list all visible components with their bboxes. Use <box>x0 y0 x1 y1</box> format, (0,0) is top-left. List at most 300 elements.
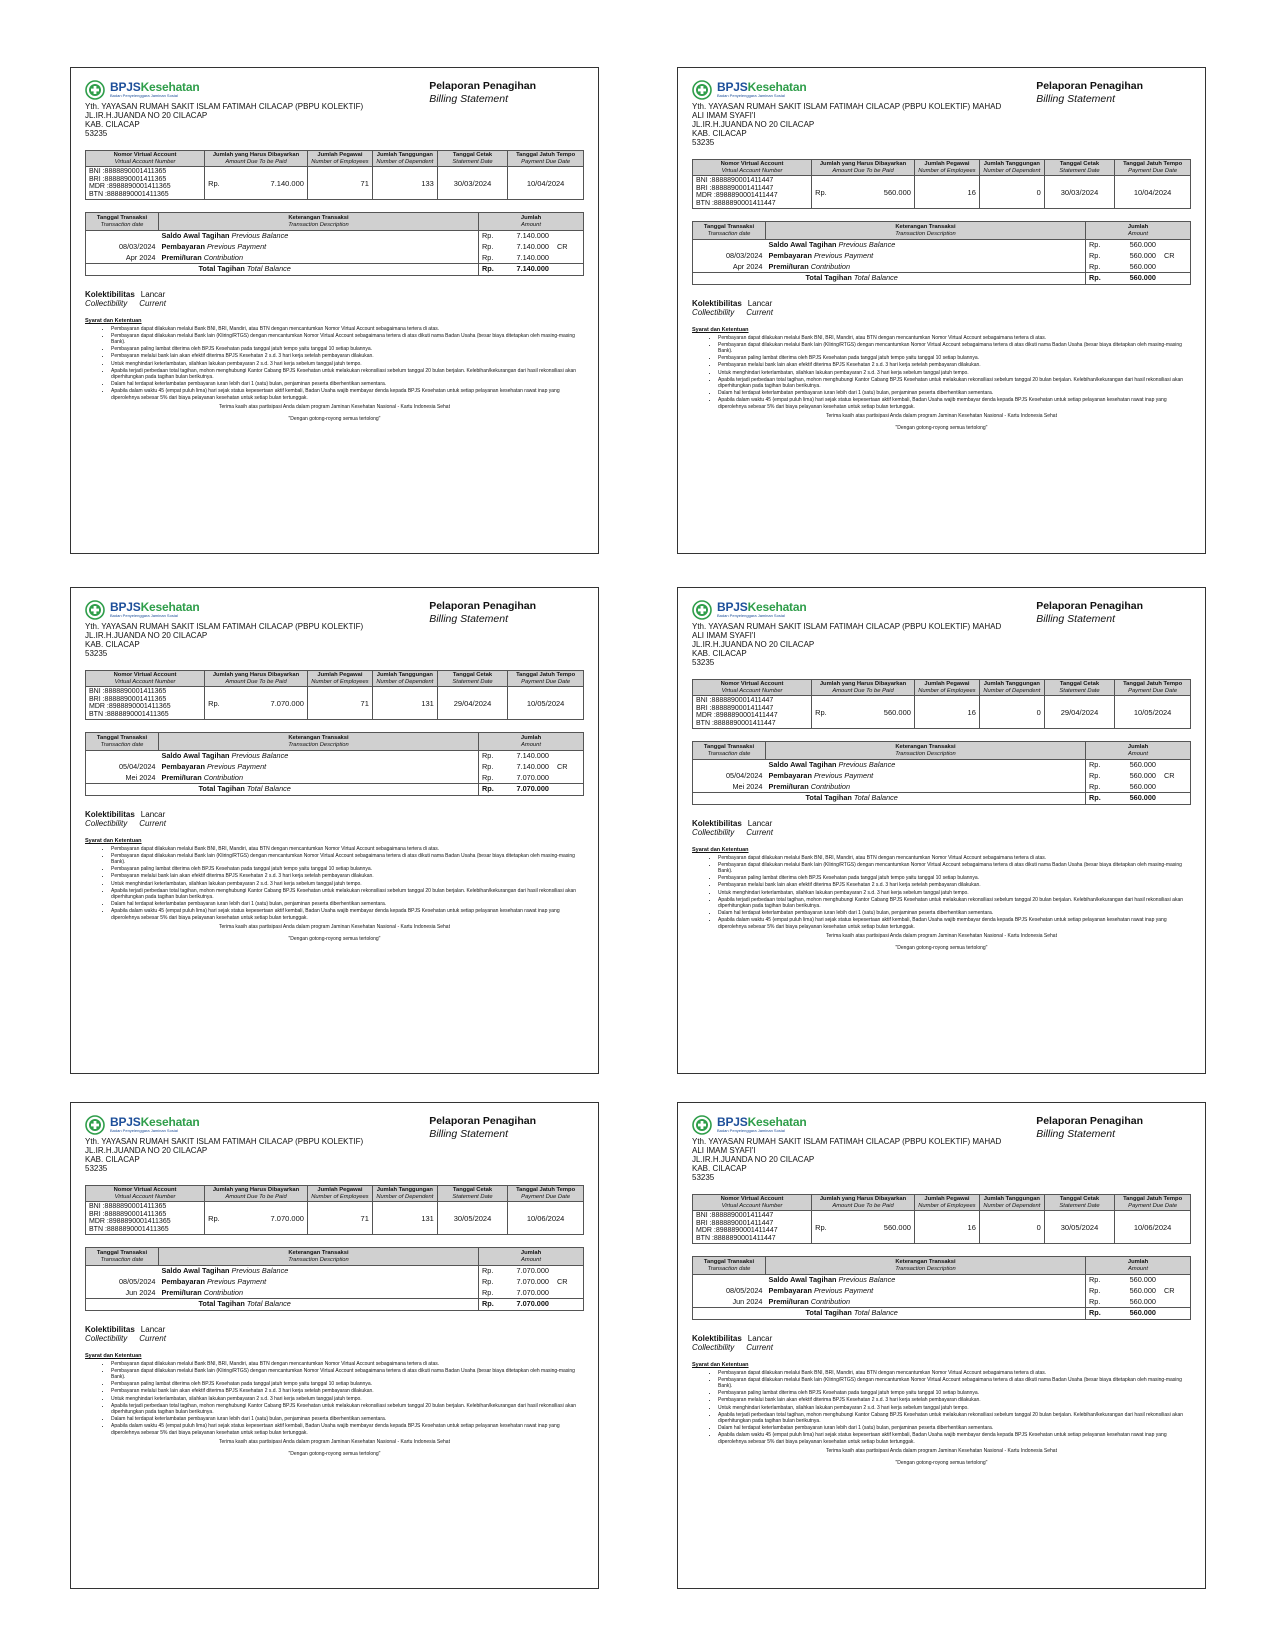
term-item: • Pembayaran paling lambat diterima oleh BPJS Kesehatan pada tanggal jatuh tempo yaitu tanggal 10 setiap bulannya. <box>718 1390 1191 1396</box>
collectibility: Kolektibilitas Lancar Collectibility Current <box>692 299 773 317</box>
term-item: • Untuk menghindari keterlambatan, silahkan lakukan pembayaran 2 s.d. 3 hari kerja sebelum tanggal jatuh tempo. <box>111 1396 584 1402</box>
transaction-table <box>85 732 584 796</box>
billing-statement-3 <box>70 587 599 1074</box>
row-total-balance: Total Tagihan Total Balance Rp. 560.000 <box>693 793 1191 805</box>
addres-line: 53235 <box>85 129 108 138</box>
collectibility: Kolektibilitas Lancar Collectibility Current <box>85 290 166 308</box>
bpjs-emblem-icon <box>85 80 105 100</box>
term-item: • Pembayaran paling lambat diterima oleh BPJS Kesehatan pada tanggal jatuh tempo yaitu tanggal 10 setiap bulannya. <box>111 866 584 872</box>
account-summary-table <box>692 679 1191 729</box>
term-item: • Apabila dalam waktu 45 (empat puluh lima) hari sejak status kepesertaan aktif kembali, Badan Usaha wajib membayar denda kepada BPJS Kesehatan untuk setiap pelayanan kesehatan rawat inap yang diperolehnya sebesar 5% dari biaya pelayanan kesehatan untuk setiap bulan tertunggak. <box>718 397 1191 409</box>
va-line: MDR :8988890001411365 <box>89 1218 171 1225</box>
due-date: 10/06/2024 <box>508 1202 584 1235</box>
col-employees: Jumlah Pegawai Number of Employees <box>914 1195 979 1211</box>
brand-name-bpjs: BPJS <box>110 80 141 95</box>
col-trx-desc: Keterangan Transaksi Transaction Description <box>159 1248 479 1266</box>
dependent-count: 0 <box>979 696 1044 729</box>
col-statement-date: Tanggal Cetak Statement Date <box>437 671 507 687</box>
statement-date: 30/05/2024 <box>437 1202 507 1235</box>
col-due-date: Tanggal Jatuh Tempo Payment Due Date <box>1115 160 1191 176</box>
account-summary-table <box>692 1194 1191 1244</box>
bpjs-logo <box>85 80 199 100</box>
col-trx-date: Tanggal Transaksi Transaction date <box>693 222 766 240</box>
term-item: • Pembayaran paling lambat diterima oleh BPJS Kesehatan pada tanggal jatuh tempo yaitu tanggal 10 setiap bulannya. <box>111 1381 584 1387</box>
row-contribution: Apr 2024 Premi/Iuran Contribution Rp. 560.000 <box>693 262 1191 273</box>
term-item: • Pembayaran melalui bank lain akan efektif diterima BPJS Kesehatan 2 s.d. 3 hari kerja setelah pembayaran dilakukan. <box>111 353 584 359</box>
term-item: • Pembayaran dapat dilakukan melalui Bank lain (Kliring/RTGS) dengan mencantumkan Nomor Virtual Account sebagaimana tertera di atas dikuti nama Badan Usaha (besar biaya ditetapkan oleh masing-masing Bank). <box>111 1368 584 1380</box>
col-trx-desc: Keterangan Transaksi Transaction Description <box>766 742 1086 760</box>
va-line: MDR :8988890001411365 <box>89 703 171 710</box>
collectibility: Kolektibilitas Lancar Collectibility Current <box>692 1334 773 1352</box>
address-lines <box>85 1146 584 1173</box>
row-previous-payment: 08/05/2024 Pembayaran Previous Payment Rp. 7.070.000 CR <box>86 1277 584 1288</box>
virtual-account-numbers <box>86 1202 205 1235</box>
terms-and-conditions <box>85 838 584 942</box>
row-contribution: Mei 2024 Premi/Iuran Contribution Rp. 7.070.000 <box>86 773 584 784</box>
term-item: • Pembayaran dapat dilakukan melalui Bank BNI, BRI, Mandiri, atau BTN dengan mencantumkan Nomor Virtual Account sebagaimana tertera di atas. <box>718 1370 1191 1376</box>
row-total-balance: Total Tagihan Total Balance Rp. 7.140.000 <box>86 264 584 276</box>
billing-statement-2 <box>677 67 1206 554</box>
col-dependents: Jumlah Tanggungan Number of Dependent <box>372 671 437 687</box>
addres-line: JL.IR.H.JUANDA NO 20 CILACAP <box>692 120 815 129</box>
va-line: BRI :8888890001411447 <box>696 184 774 192</box>
col-dependents: Jumlah Tanggungan Number of Dependent <box>372 151 437 167</box>
term-item: • Untuk menghindari keterlambatan, silahkan lakukan pembayaran 2 s.d. 3 hari kerja sebelum tanggal jatuh tempo. <box>111 881 584 887</box>
va-line: MDR :8988890001411447 <box>696 192 778 199</box>
col-due-date: Tanggal Jatuh Tempo Payment Due Date <box>508 1186 584 1202</box>
transaction-table <box>85 212 584 276</box>
collectibility: Kolektibilitas Lancar Collectibility Current <box>85 1325 166 1343</box>
brand-name-kesehatan: Kesehatan <box>747 80 807 95</box>
thanks-note: Terima kasih atas partisipasi Anda dalam program Jaminan Kesehatan Nasional - Kartu Indonesia Sehat <box>219 1438 450 1445</box>
title-main: Pelaporan Penagihan <box>1036 600 1143 612</box>
row-previous-balance: Saldo Awal Tagihan Previous Balance Rp. 7.140.000 <box>86 231 584 242</box>
addres-line: KAB. CILACAP <box>692 649 747 658</box>
brand-name-kesehatan: Kesehatan <box>140 1115 200 1130</box>
col-amount-due: Jumlah yang Harus Dibayarkan Amount Due To be Paid <box>812 1195 915 1211</box>
recipient-address <box>85 1137 584 1173</box>
term-item: • Pembayaran dapat dilakukan melalui Bank BNI, BRI, Mandiri, atau BTN dengan mencantumkan Nomor Virtual Account sebagaimana tertera di atas. <box>718 855 1191 861</box>
terms-heading: Syarat dan Ketentuan <box>85 838 142 844</box>
terms-list <box>85 1361 584 1436</box>
address-lines <box>692 640 1191 667</box>
due-date: 10/06/2024 <box>1115 1211 1191 1244</box>
va-line: BTN :8888890001411447 <box>696 1234 776 1242</box>
col-due-date: Tanggal Jatuh Tempo Payment Due Date <box>508 151 584 167</box>
virtual-account-numbers <box>86 687 205 720</box>
row-contribution: Mei 2024 Premi/Iuran Contribution Rp. 560.000 <box>693 782 1191 793</box>
row-previous-balance: Saldo Awal Tagihan Previous Balance Rp. 560.000 <box>693 760 1191 771</box>
recipient-line: Yth. YAYASAN RUMAH SAKIT ISLAM FATIMAH CILACAP (PBPU KOLEKTIF) MAHAD <box>692 102 1002 111</box>
term-item: • Dalam hal terdapat keterlambatan pembayaran iuran lebih dari 1 (satu) bulan, penjaminan peserta diberhentikan sementara. <box>718 390 1191 396</box>
statement-date: 30/03/2024 <box>437 167 507 200</box>
title-sub: Billing Statement <box>1036 612 1116 625</box>
col-employees: Jumlah Pegawai Number of Employees <box>307 151 372 167</box>
term-item: • Pembayaran dapat dilakukan melalui Bank BNI, BRI, Mandiri, atau BTN dengan mencantumkan Nomor Virtual Account sebagaimana tertera di atas. <box>111 1361 584 1367</box>
statement-header <box>85 598 584 625</box>
col-trx-date: Tanggal Transaksi Transaction date <box>693 1257 766 1275</box>
col-trx-date: Tanggal Transaksi Transaction date <box>86 213 159 231</box>
account-summary-table <box>85 670 584 720</box>
va-line: BNI :8888890001411447 <box>696 1212 774 1219</box>
bpjs-logo <box>692 1115 806 1135</box>
due-date: 10/04/2024 <box>1115 176 1191 209</box>
row-total-balance: Total Tagihan Total Balance Rp. 560.000 <box>693 273 1191 285</box>
amount-due: Rp. 7.140.000 <box>205 167 308 200</box>
terms-list <box>692 335 1191 410</box>
billing-statement-4 <box>677 587 1206 1074</box>
title-sub: Billing Statement <box>1036 1127 1116 1140</box>
motto: "Dengan gotong-royong semua tertolong" <box>288 1450 381 1457</box>
motto: "Dengan gotong-royong semua tertolong" <box>895 424 988 431</box>
motto: "Dengan gotong-royong semua tertolong" <box>895 1459 988 1466</box>
term-item: • Pembayaran paling lambat diterima oleh BPJS Kesehatan pada tanggal jatuh tempo yaitu tanggal 10 setiap bulannya. <box>718 355 1191 361</box>
term-item: • Pembayaran dapat dilakukan melalui Bank lain (Kliring/RTGS) dengan mencantumkan Nomor Virtual Account sebagaimana tertera di atas dikuti nama Badan Usaha (besar biaya ditetapkan oleh masing-masing Bank). <box>718 1377 1191 1389</box>
billing-statement-1 <box>70 67 599 554</box>
thanks-note: Terima kasih atas partisipasi Anda dalam program Jaminan Kesehatan Nasional - Kartu Indonesia Sehat <box>219 923 450 930</box>
row-previous-balance: Saldo Awal Tagihan Previous Balance Rp. 7.140.000 <box>86 751 584 762</box>
addres-line: KAB. CILACAP <box>85 1155 140 1164</box>
term-item: • Pembayaran melalui bank lain akan efektif diterima BPJS Kesehatan 2 s.d. 3 hari kerja setelah pembayaran dilakukan. <box>111 1388 584 1394</box>
term-item: • Dalam hal terdapat keterlambatan pembayaran iuran lebih dari 1 (satu) bulan, penjaminan peserta diberhentikan sementara. <box>111 381 584 387</box>
brand-subtitle: Badan Penyelenggara Jaminan Sosial <box>110 613 178 619</box>
brand-subtitle: Badan Penyelenggara Jaminan Sosial <box>110 1128 178 1134</box>
brand-subtitle: Badan Penyelenggara Jaminan Sosial <box>110 93 178 99</box>
brand-name-kesehatan: Kesehatan <box>747 1115 807 1130</box>
billing-statement-6 <box>677 1102 1206 1589</box>
recipient-line: Yth. YAYASAN RUMAH SAKIT ISLAM FATIMAH CILACAP (PBPU KOLEKTIF) <box>85 1137 364 1146</box>
brand-name-kesehatan: Kesehatan <box>140 600 200 615</box>
brand-name-bpjs: BPJS <box>110 600 141 615</box>
col-trx-date: Tanggal Transaksi Transaction date <box>86 1248 159 1266</box>
collectibility: Kolektibilitas Lancar Collectibility Current <box>85 810 166 828</box>
col-va: Nomor Virtual Account Virtual Account Number <box>86 1186 205 1202</box>
brand-name-kesehatan: Kesehatan <box>747 600 807 615</box>
title-sub: Billing Statement <box>1036 92 1116 105</box>
va-line: BTN :8888890001411447 <box>696 199 776 207</box>
statement-title <box>429 600 536 625</box>
term-item: • Apabila dalam waktu 45 (empat puluh lima) hari sejak status kepesertaan aktif kembali, Badan Usaha wajib membayar denda kepada BPJS Kesehatan untuk setiap pelayanan kesehatan rawat inap yang diperolehnya sebesar 5% dari biaya pelayanan kesehatan untuk setiap bulan tertunggak. <box>718 1432 1191 1444</box>
va-line: BNI :8888890001411365 <box>89 168 167 175</box>
row-contribution: Apr 2024 Premi/Iuran Contribution Rp. 7.140.000 <box>86 253 584 264</box>
va-line: BTN :8888890001411365 <box>89 1225 169 1233</box>
term-item: • Dalam hal terdapat keterlambatan pembayaran iuran lebih dari 1 (satu) bulan, penjaminan peserta diberhentikan sementara. <box>111 901 584 907</box>
term-item: • Apabila terjadi perbedaan total tagihan, mohon menghubungi Kantor Cabang BPJS Kesehatan untuk melakukan rekonsiliasi sebelum tanggal 20 bulan berjalan. Kelebihan/kekurangan dari hasil rekonsiliasi akan diperhitungkan pada tagihan bulan berikutnya. <box>111 1403 584 1415</box>
collectibility: Kolektibilitas Lancar Collectibility Current <box>692 819 773 837</box>
statement-date: 30/05/2024 <box>1044 1211 1114 1244</box>
row-previous-payment: 08/03/2024 Pembayaran Previous Payment Rp. 7.140.000 CR <box>86 242 584 253</box>
dependent-count: 131 <box>372 1202 437 1235</box>
col-statement-date: Tanggal Cetak Statement Date <box>437 151 507 167</box>
title-sub: Billing Statement <box>429 1127 509 1140</box>
col-trx-date: Tanggal Transaksi Transaction date <box>693 742 766 760</box>
row-contribution: Jun 2024 Premi/Iuran Contribution Rp. 7.070.000 <box>86 1288 584 1299</box>
va-line: BRI :8888890001411447 <box>696 704 774 712</box>
recipient-address <box>692 102 1191 147</box>
term-item: • Pembayaran paling lambat diterima oleh BPJS Kesehatan pada tanggal jatuh tempo yaitu tanggal 10 setiap bulannya. <box>718 875 1191 881</box>
col-trx-desc: Keterangan Transaksi Transaction Description <box>766 1257 1086 1275</box>
terms-heading: Syarat dan Ketentuan <box>692 847 749 853</box>
employee-count: 71 <box>307 1202 372 1235</box>
addres-line: JL.IR.H.JUANDA NO 20 CILACAP <box>85 111 208 120</box>
term-item: • Apabila terjadi perbedaan total tagihan, mohon menghubungi Kantor Cabang BPJS Kesehatan untuk melakukan rekonsiliasi sebelum tanggal 20 bulan berjalan. Kelebihan/kekurangan dari hasil rekonsiliasi akan diperhitungkan pada tagihan bulan berikutnya. <box>718 377 1191 389</box>
recipient-line: ALI IMAM SYAFI'I <box>692 111 756 120</box>
terms-and-conditions <box>85 1353 584 1457</box>
term-item: • Apabila dalam waktu 45 (empat puluh lima) hari sejak status kepesertaan aktif kembali, Badan Usaha wajib membayar denda kepada BPJS Kesehatan untuk setiap pelayanan kesehatan rawat inap yang diperolehnya sebesar 5% dari biaya pelayanan kesehatan untuk setiap bulan tertunggak. <box>718 917 1191 929</box>
va-line: BNI :8888890001411447 <box>696 177 774 184</box>
employee-count: 71 <box>307 687 372 720</box>
terms-heading: Syarat dan Ketentuan <box>692 327 749 333</box>
addres-line: JL.IR.H.JUANDA NO 20 CILACAP <box>692 640 815 649</box>
term-item: • Untuk menghindari keterlambatan, silahkan lakukan pembayaran 2 s.d. 3 hari kerja sebelum tanggal jatuh tempo. <box>718 890 1191 896</box>
term-item: • Pembayaran dapat dilakukan melalui Bank lain (Kliring/RTGS) dengan mencantumkan Nomor Virtual Account sebagaimana tertera di atas dikuti nama Badan Usaha (besar biaya ditetapkan oleh masing-masing Bank). <box>718 342 1191 354</box>
thanks-note: Terima kasih atas partisipasi Anda dalam program Jaminan Kesehatan Nasional - Kartu Indonesia Sehat <box>826 1447 1057 1454</box>
va-line: BNI :8888890001411365 <box>89 688 167 695</box>
va-line: BRI :8888890001411365 <box>89 695 167 703</box>
bpjs-emblem-icon <box>85 600 105 620</box>
terms-heading: Syarat dan Ketentuan <box>85 1353 142 1359</box>
va-line: BRI :8888890001411365 <box>89 175 167 183</box>
col-dependents: Jumlah Tanggungan Number of Dependent <box>979 680 1044 696</box>
statement-header <box>692 598 1191 625</box>
col-dependents: Jumlah Tanggungan Number of Dependent <box>372 1186 437 1202</box>
recipient-line: ALI IMAM SYAFI'I <box>692 1146 756 1155</box>
term-item: • Pembayaran dapat dilakukan melalui Bank lain (Kliring/RTGS) dengan mencantumkan Nomor Virtual Account sebagaimana tertera di atas dikuti nama Badan Usaha (besar biaya ditetapkan oleh masing-masing Bank). <box>111 333 584 345</box>
row-previous-payment: 05/04/2024 Pembayaran Previous Payment Rp. 7.140.000 CR <box>86 762 584 773</box>
terms-list <box>692 855 1191 930</box>
col-employees: Jumlah Pegawai Number of Employees <box>307 671 372 687</box>
col-amount-due: Jumlah yang Harus Dibayarkan Amount Due To be Paid <box>812 160 915 176</box>
virtual-account-numbers <box>86 167 205 200</box>
addres-line: KAB. CILACAP <box>692 1164 747 1173</box>
statement-title <box>1036 600 1143 625</box>
col-trx-amount: Jumlah Amount <box>479 213 584 231</box>
employee-count: 71 <box>307 167 372 200</box>
term-item: • Apabila terjadi perbedaan total tagihan, mohon menghubungi Kantor Cabang BPJS Kesehatan untuk melakukan rekonsiliasi sebelum tanggal 20 bulan berjalan. Kelebihan/kekurangan dari hasil rekonsiliasi akan diperhitungkan pada tagihan bulan berikutnya. <box>111 368 584 380</box>
addres-line: 53235 <box>85 1164 108 1173</box>
title-main: Pelaporan Penagihan <box>429 80 536 92</box>
col-amount-due: Jumlah yang Harus Dibayarkan Amount Due To be Paid <box>812 680 915 696</box>
term-item: • Pembayaran dapat dilakukan melalui Bank BNI, BRI, Mandiri, atau BTN dengan mencantumkan Nomor Virtual Account sebagaimana tertera di atas. <box>718 335 1191 341</box>
recipient-line: Yth. YAYASAN RUMAH SAKIT ISLAM FATIMAH CILACAP (PBPU KOLEKTIF) <box>85 102 364 111</box>
recipient-address <box>85 622 584 658</box>
row-total-balance: Total Tagihan Total Balance Rp. 7.070.000 <box>86 784 584 796</box>
dependent-count: 0 <box>979 176 1044 209</box>
term-item: • Pembayaran melalui bank lain akan efektif diterima BPJS Kesehatan 2 s.d. 3 hari kerja setelah pembayaran dilakukan. <box>718 882 1191 888</box>
statement-date: 29/04/2024 <box>1044 696 1114 729</box>
col-employees: Jumlah Pegawai Number of Employees <box>914 160 979 176</box>
va-line: BRI :8888890001411365 <box>89 1210 167 1218</box>
title-main: Pelaporan Penagihan <box>429 1115 536 1127</box>
brand-name-bpjs: BPJS <box>110 1115 141 1130</box>
addres-line: 53235 <box>692 1173 715 1182</box>
addres-line: KAB. CILACAP <box>85 120 140 129</box>
virtual-account-numbers <box>693 696 812 729</box>
col-trx-amount: Jumlah Amount <box>1086 1257 1191 1275</box>
recipient-line: Yth. YAYASAN RUMAH SAKIT ISLAM FATIMAH CILACAP (PBPU KOLEKTIF) MAHAD <box>692 1137 1002 1146</box>
row-total-balance: Total Tagihan Total Balance Rp. 7.070.000 <box>86 1299 584 1311</box>
virtual-account-numbers <box>693 176 812 209</box>
billing-statement-5 <box>70 1102 599 1589</box>
recipient-line: Yth. YAYASAN RUMAH SAKIT ISLAM FATIMAH CILACAP (PBPU KOLEKTIF) MAHAD <box>692 622 1002 631</box>
terms-list <box>85 326 584 401</box>
recipient-address <box>85 102 584 138</box>
brand-subtitle: Badan Penyelenggara Jaminan Sosial <box>717 93 785 99</box>
amount-due: Rp. 560.000 <box>812 696 915 729</box>
term-item: • Apabila terjadi perbedaan total tagihan, mohon menghubungi Kantor Cabang BPJS Kesehatan untuk melakukan rekonsiliasi sebelum tanggal 20 bulan berjalan. Kelebihan/kekurangan dari hasil rekonsiliasi akan diperhitungkan pada tagihan bulan berikutnya. <box>111 888 584 900</box>
term-item: • Dalam hal terdapat keterlambatan pembayaran iuran lebih dari 1 (satu) bulan, penjaminan peserta diberhentikan sementara. <box>718 910 1191 916</box>
term-item: • Untuk menghindari keterlambatan, silahkan lakukan pembayaran 2 s.d. 3 hari kerja sebelum tanggal jatuh tempo. <box>718 1405 1191 1411</box>
col-dependents: Jumlah Tanggungan Number of Dependent <box>979 1195 1044 1211</box>
col-trx-desc: Keterangan Transaksi Transaction Description <box>159 733 479 751</box>
brand-name-bpjs: BPJS <box>717 600 748 615</box>
va-line: MDR :8988890001411447 <box>696 1227 778 1234</box>
col-trx-amount: Jumlah Amount <box>479 733 584 751</box>
col-trx-amount: Jumlah Amount <box>1086 222 1191 240</box>
dependent-count: 131 <box>372 687 437 720</box>
bpjs-logo <box>692 80 806 100</box>
title-main: Pelaporan Penagihan <box>1036 1115 1143 1127</box>
col-amount-due: Jumlah yang Harus Dibayarkan Amount Due To be Paid <box>205 151 308 167</box>
term-item: • Pembayaran dapat dilakukan melalui Bank BNI, BRI, Mandiri, atau BTN dengan mencantumkan Nomor Virtual Account sebagaimana tertera di atas. <box>111 846 584 852</box>
title-sub: Billing Statement <box>429 612 509 625</box>
row-previous-payment: 05/04/2024 Pembayaran Previous Payment Rp. 560.000 CR <box>693 771 1191 782</box>
terms-list <box>692 1370 1191 1445</box>
transaction-table <box>85 1247 584 1311</box>
col-va: Nomor Virtual Account Virtual Account Number <box>86 151 205 167</box>
term-item: • Pembayaran melalui bank lain akan efektif diterima BPJS Kesehatan 2 s.d. 3 hari kerja setelah pembayaran dilakukan. <box>111 873 584 879</box>
brand-name-bpjs: BPJS <box>717 80 748 95</box>
col-trx-amount: Jumlah Amount <box>479 1248 584 1266</box>
employee-count: 16 <box>914 696 979 729</box>
col-statement-date: Tanggal Cetak Statement Date <box>1044 1195 1114 1211</box>
row-previous-balance: Saldo Awal Tagihan Previous Balance Rp. 7.070.000 <box>86 1266 584 1277</box>
terms-and-conditions <box>692 1362 1191 1466</box>
col-due-date: Tanggal Jatuh Tempo Payment Due Date <box>508 671 584 687</box>
term-item: • Untuk menghindari keterlambatan, silahkan lakukan pembayaran 2 s.d. 3 hari kerja sebelum tanggal jatuh tempo. <box>111 361 584 367</box>
due-date: 10/05/2024 <box>1115 696 1191 729</box>
col-statement-date: Tanggal Cetak Statement Date <box>437 1186 507 1202</box>
bpjs-emblem-icon <box>85 1115 105 1135</box>
brand-subtitle: Badan Penyelenggara Jaminan Sosial <box>717 613 785 619</box>
motto: "Dengan gotong-royong semua tertolong" <box>895 944 988 951</box>
motto: "Dengan gotong-royong semua tertolong" <box>288 415 381 422</box>
recipient-line: ALI IMAM SYAFI'I <box>692 631 756 640</box>
title-sub: Billing Statement <box>429 92 509 105</box>
col-amount-due: Jumlah yang Harus Dibayarkan Amount Due To be Paid <box>205 671 308 687</box>
row-previous-payment: 08/03/2024 Pembayaran Previous Payment Rp. 560.000 CR <box>693 251 1191 262</box>
account-summary-table <box>85 1185 584 1235</box>
col-statement-date: Tanggal Cetak Statement Date <box>1044 160 1114 176</box>
terms-and-conditions <box>692 327 1191 431</box>
brand-name-kesehatan: Kesehatan <box>140 80 200 95</box>
bpjs-logo <box>85 600 199 620</box>
statement-title <box>429 1115 536 1140</box>
due-date: 10/04/2024 <box>508 167 584 200</box>
statement-title <box>1036 80 1143 105</box>
term-item: • Apabila dalam waktu 45 (empat puluh lima) hari sejak status kepesertaan aktif kembali, Badan Usaha wajib membayar denda kepada BPJS Kesehatan untuk setiap pelayanan kesehatan rawat inap yang diperolehnya sebesar 5% dari biaya pelayanan kesehatan untuk setiap bulan tertunggak. <box>111 908 584 920</box>
virtual-account-numbers <box>693 1211 812 1244</box>
col-due-date: Tanggal Jatuh Tempo Payment Due Date <box>1115 680 1191 696</box>
row-total-balance: Total Tagihan Total Balance Rp. 560.000 <box>693 1308 1191 1320</box>
col-trx-desc: Keterangan Transaksi Transaction Description <box>159 213 479 231</box>
thanks-note: Terima kasih atas partisipasi Anda dalam program Jaminan Kesehatan Nasional - Kartu Indonesia Sehat <box>219 403 450 410</box>
amount-due: Rp. 560.000 <box>812 1211 915 1244</box>
term-item: • Apabila terjadi perbedaan total tagihan, mohon menghubungi Kantor Cabang BPJS Kesehatan untuk melakukan rekonsiliasi sebelum tanggal 20 bulan berjalan. Kelebihan/kekurangan dari hasil rekonsiliasi akan diperhitungkan pada tagihan bulan berikutnya. <box>718 897 1191 909</box>
bpjs-emblem-icon <box>692 1115 712 1135</box>
addres-line: JL.IR.H.JUANDA NO 20 CILACAP <box>85 631 208 640</box>
recipient-line: Yth. YAYASAN RUMAH SAKIT ISLAM FATIMAH CILACAP (PBPU KOLEKTIF) <box>85 622 364 631</box>
addres-line: 53235 <box>85 649 108 658</box>
term-item: • Untuk menghindari keterlambatan, silahkan lakukan pembayaran 2 s.d. 3 hari kerja sebelum tanggal jatuh tempo. <box>718 370 1191 376</box>
statement-header <box>692 1113 1191 1140</box>
col-va: Nomor Virtual Account Virtual Account Number <box>693 680 812 696</box>
va-line: BTN :8888890001411365 <box>89 190 169 198</box>
term-item: • Pembayaran melalui bank lain akan efektif diterima BPJS Kesehatan 2 s.d. 3 hari kerja setelah pembayaran dilakukan. <box>718 1397 1191 1403</box>
transaction-table <box>692 1256 1191 1320</box>
bpjs-logo <box>692 600 806 620</box>
title-main: Pelaporan Penagihan <box>429 600 536 612</box>
va-line: MDR :8988890001411447 <box>696 712 778 719</box>
row-contribution: Jun 2024 Premi/Iuran Contribution Rp. 560.000 <box>693 1297 1191 1308</box>
addres-line: JL.IR.H.JUANDA NO 20 CILACAP <box>692 1155 815 1164</box>
brand-name-bpjs: BPJS <box>717 1115 748 1130</box>
address-lines <box>85 111 584 138</box>
transaction-table <box>692 221 1191 285</box>
terms-heading: Syarat dan Ketentuan <box>85 318 142 324</box>
term-item: • Apabila dalam waktu 45 (empat puluh lima) hari sejak status kepesertaan aktif kembali, Badan Usaha wajib membayar denda kepada BPJS Kesehatan untuk setiap pelayanan kesehatan rawat inap yang diperolehnya sebesar 5% dari biaya pelayanan kesehatan untuk setiap bulan tertunggak. <box>111 1423 584 1435</box>
thanks-note: Terima kasih atas partisipasi Anda dalam program Jaminan Kesehatan Nasional - Kartu Indonesia Sehat <box>826 932 1057 939</box>
term-item: • Apabila terjadi perbedaan total tagihan, mohon menghubungi Kantor Cabang BPJS Kesehatan untuk melakukan rekonsiliasi sebelum tanggal 20 bulan berjalan. Kelebihan/kekurangan dari hasil rekonsiliasi akan diperhitungkan pada tagihan bulan berikutnya. <box>718 1412 1191 1424</box>
addres-line: KAB. CILACAP <box>85 640 140 649</box>
addres-line: JL.IR.H.JUANDA NO 20 CILACAP <box>85 1146 208 1155</box>
term-item: • Dalam hal terdapat keterlambatan pembayaran iuran lebih dari 1 (satu) bulan, penjaminan peserta diberhentikan sementara. <box>111 1416 584 1422</box>
account-summary-table <box>692 159 1191 209</box>
col-va: Nomor Virtual Account Virtual Account Number <box>693 1195 812 1211</box>
col-dependents: Jumlah Tanggungan Number of Dependent <box>979 160 1044 176</box>
motto: "Dengan gotong-royong semua tertolong" <box>288 935 381 942</box>
brand-subtitle: Badan Penyelenggara Jaminan Sosial <box>717 1128 785 1134</box>
term-item: • Dalam hal terdapat keterlambatan pembayaran iuran lebih dari 1 (satu) bulan, penjaminan peserta diberhentikan sementara. <box>718 1425 1191 1431</box>
due-date: 10/05/2024 <box>508 687 584 720</box>
term-item: • Pembayaran dapat dilakukan melalui Bank lain (Kliring/RTGS) dengan mencantumkan Nomor Virtual Account sebagaimana tertera di atas dikuti nama Badan Usaha (besar biaya ditetapkan oleh masing-masing Bank). <box>718 862 1191 874</box>
statement-header <box>692 78 1191 105</box>
statement-header <box>85 1113 584 1140</box>
dependent-count: 0 <box>979 1211 1044 1244</box>
va-line: BNI :8888890001411365 <box>89 1203 167 1210</box>
statement-date: 29/04/2024 <box>437 687 507 720</box>
bpjs-emblem-icon <box>692 600 712 620</box>
col-va: Nomor Virtual Account Virtual Account Number <box>693 160 812 176</box>
thanks-note: Terima kasih atas partisipasi Anda dalam program Jaminan Kesehatan Nasional - Kartu Indonesia Sehat <box>826 412 1057 419</box>
bpjs-emblem-icon <box>692 80 712 100</box>
col-employees: Jumlah Pegawai Number of Employees <box>307 1186 372 1202</box>
recipient-address <box>692 622 1191 667</box>
statement-title <box>1036 1115 1143 1140</box>
employee-count: 16 <box>914 1211 979 1244</box>
terms-and-conditions <box>692 847 1191 951</box>
amount-due: Rp. 7.070.000 <box>205 687 308 720</box>
va-line: BNI :8888890001411447 <box>696 697 774 704</box>
title-main: Pelaporan Penagihan <box>1036 80 1143 92</box>
va-line: BRI :8888890001411447 <box>696 1219 774 1227</box>
col-trx-date: Tanggal Transaksi Transaction date <box>86 733 159 751</box>
recipient-address <box>692 1137 1191 1182</box>
terms-list <box>85 846 584 921</box>
statement-date: 30/03/2024 <box>1044 176 1114 209</box>
term-item: • Pembayaran dapat dilakukan melalui Bank BNI, BRI, Mandiri, atau BTN dengan mencantumkan Nomor Virtual Account sebagaimana tertera di atas. <box>111 326 584 332</box>
addres-line: KAB. CILACAP <box>692 129 747 138</box>
